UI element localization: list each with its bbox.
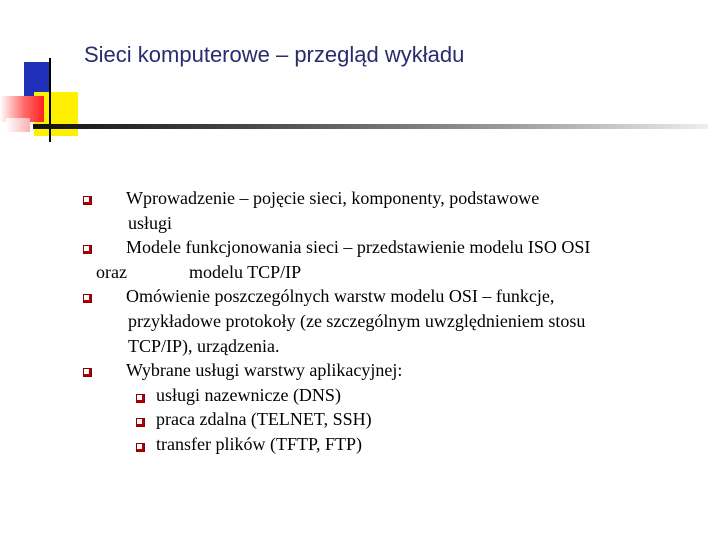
logo-vertical-line [49, 58, 51, 142]
sub-list-item-text: usługi nazewnicze (DNS) [156, 384, 341, 405]
list-item-text: Wybrane usługi warstwy aplikacyjnej: [126, 360, 403, 381]
square-bullet-icon [136, 418, 145, 427]
bullet-list [96, 186, 666, 457]
list-item-text-row [96, 260, 666, 285]
sub-list-item-text: praca zdalna (TELNET, SSH) [156, 409, 372, 430]
sub-list-item [96, 383, 666, 408]
list-item-text: modelu TCP/IP [188, 261, 302, 282]
square-bullet-icon [136, 394, 145, 403]
list-item-text: TCP/IP), urządzenia. [128, 335, 280, 356]
slide-title: Sieci komputerowe – przegląd wykładu [84, 42, 465, 67]
list-item-text: Omówienie poszczególnych warstw modelu OSI – funkcje, [126, 286, 555, 307]
sub-list-item [96, 407, 666, 432]
logo-red-square-small [6, 118, 30, 132]
list-item [96, 284, 666, 358]
list-item [96, 235, 666, 284]
square-bullet-icon [83, 294, 92, 303]
sub-list-item-text: transfer plików (TFTP, FTP) [156, 433, 362, 454]
list-item-text: oraz [96, 261, 127, 282]
list-item [96, 186, 666, 235]
square-bullet-icon [83, 368, 92, 377]
title-underline [33, 124, 708, 129]
sub-list-item [96, 432, 666, 457]
list-item [96, 358, 666, 383]
square-bullet-icon [83, 245, 92, 254]
list-item-text: Modele funkcjonowania sieci – przedstawienie modelu ISO OSI [126, 237, 591, 258]
list-item-text: przykładowe protokoły (ze szczególnym uwzględnieniem stosu [128, 310, 586, 331]
list-item-text: Wprowadzenie – pojęcie sieci, komponenty, podstawowe [126, 188, 540, 208]
square-bullet-icon [83, 196, 92, 205]
list-item-text: usługi [128, 212, 173, 233]
square-bullet-icon [136, 443, 145, 452]
